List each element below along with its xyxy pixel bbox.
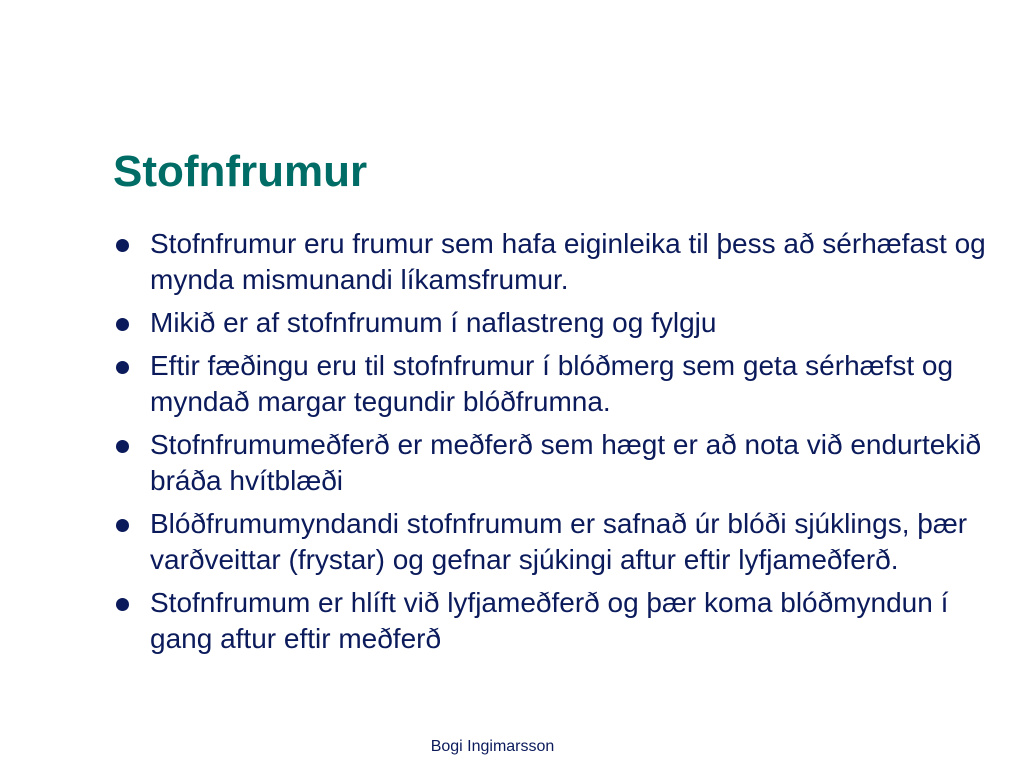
bullet-text: Stofnfrumum er hlíft við lyfjameðferð og þær koma blóðmyndun í gang aftur eftir meðferð	[150, 587, 949, 654]
bullet-item	[112, 427, 992, 499]
bullet-list	[112, 226, 992, 664]
bullet-dot-icon	[116, 519, 129, 532]
slide-footer-author: Bogi Ingimarsson	[430, 738, 555, 755]
bullet-text: Eftir fæðingu eru til stofnfrumur í blóðmerg sem geta sérhæfst og myndað margar tegundir blóðfrumna.	[150, 350, 954, 417]
bullet-dot-icon	[116, 239, 129, 252]
bullet-item	[112, 506, 992, 578]
bullet-dot-icon	[116, 318, 129, 331]
bullet-item	[112, 585, 992, 657]
bullet-text: Stofnfrumur eru frumur sem hafa eiginleika til þess að sérhæfast og mynda mismunandi líkamsfrumur.	[150, 228, 986, 295]
bullet-dot-icon	[116, 440, 129, 453]
bullet-text: Stofnfrumumeðferð er meðferð sem hægt er að nota við endurtekið bráða hvítblæði	[150, 429, 982, 496]
bullet-dot-icon	[116, 361, 129, 374]
bullet-dot-icon	[116, 598, 129, 611]
bullet-text: Blóðfrumumyndandi stofnfrumum er safnað úr blóði sjúklings, þær varðveittar (frystar) og gefnar sjúkingi aftur eftir lyfjameðferð.	[150, 508, 968, 575]
slide-title: Stofnfrumur	[113, 147, 368, 196]
bullet-item	[112, 305, 992, 341]
bullet-text: Mikið er af stofnfrumum í naflastreng og fylgju	[150, 307, 717, 338]
bullet-item	[112, 348, 992, 420]
bullet-item	[112, 226, 992, 298]
